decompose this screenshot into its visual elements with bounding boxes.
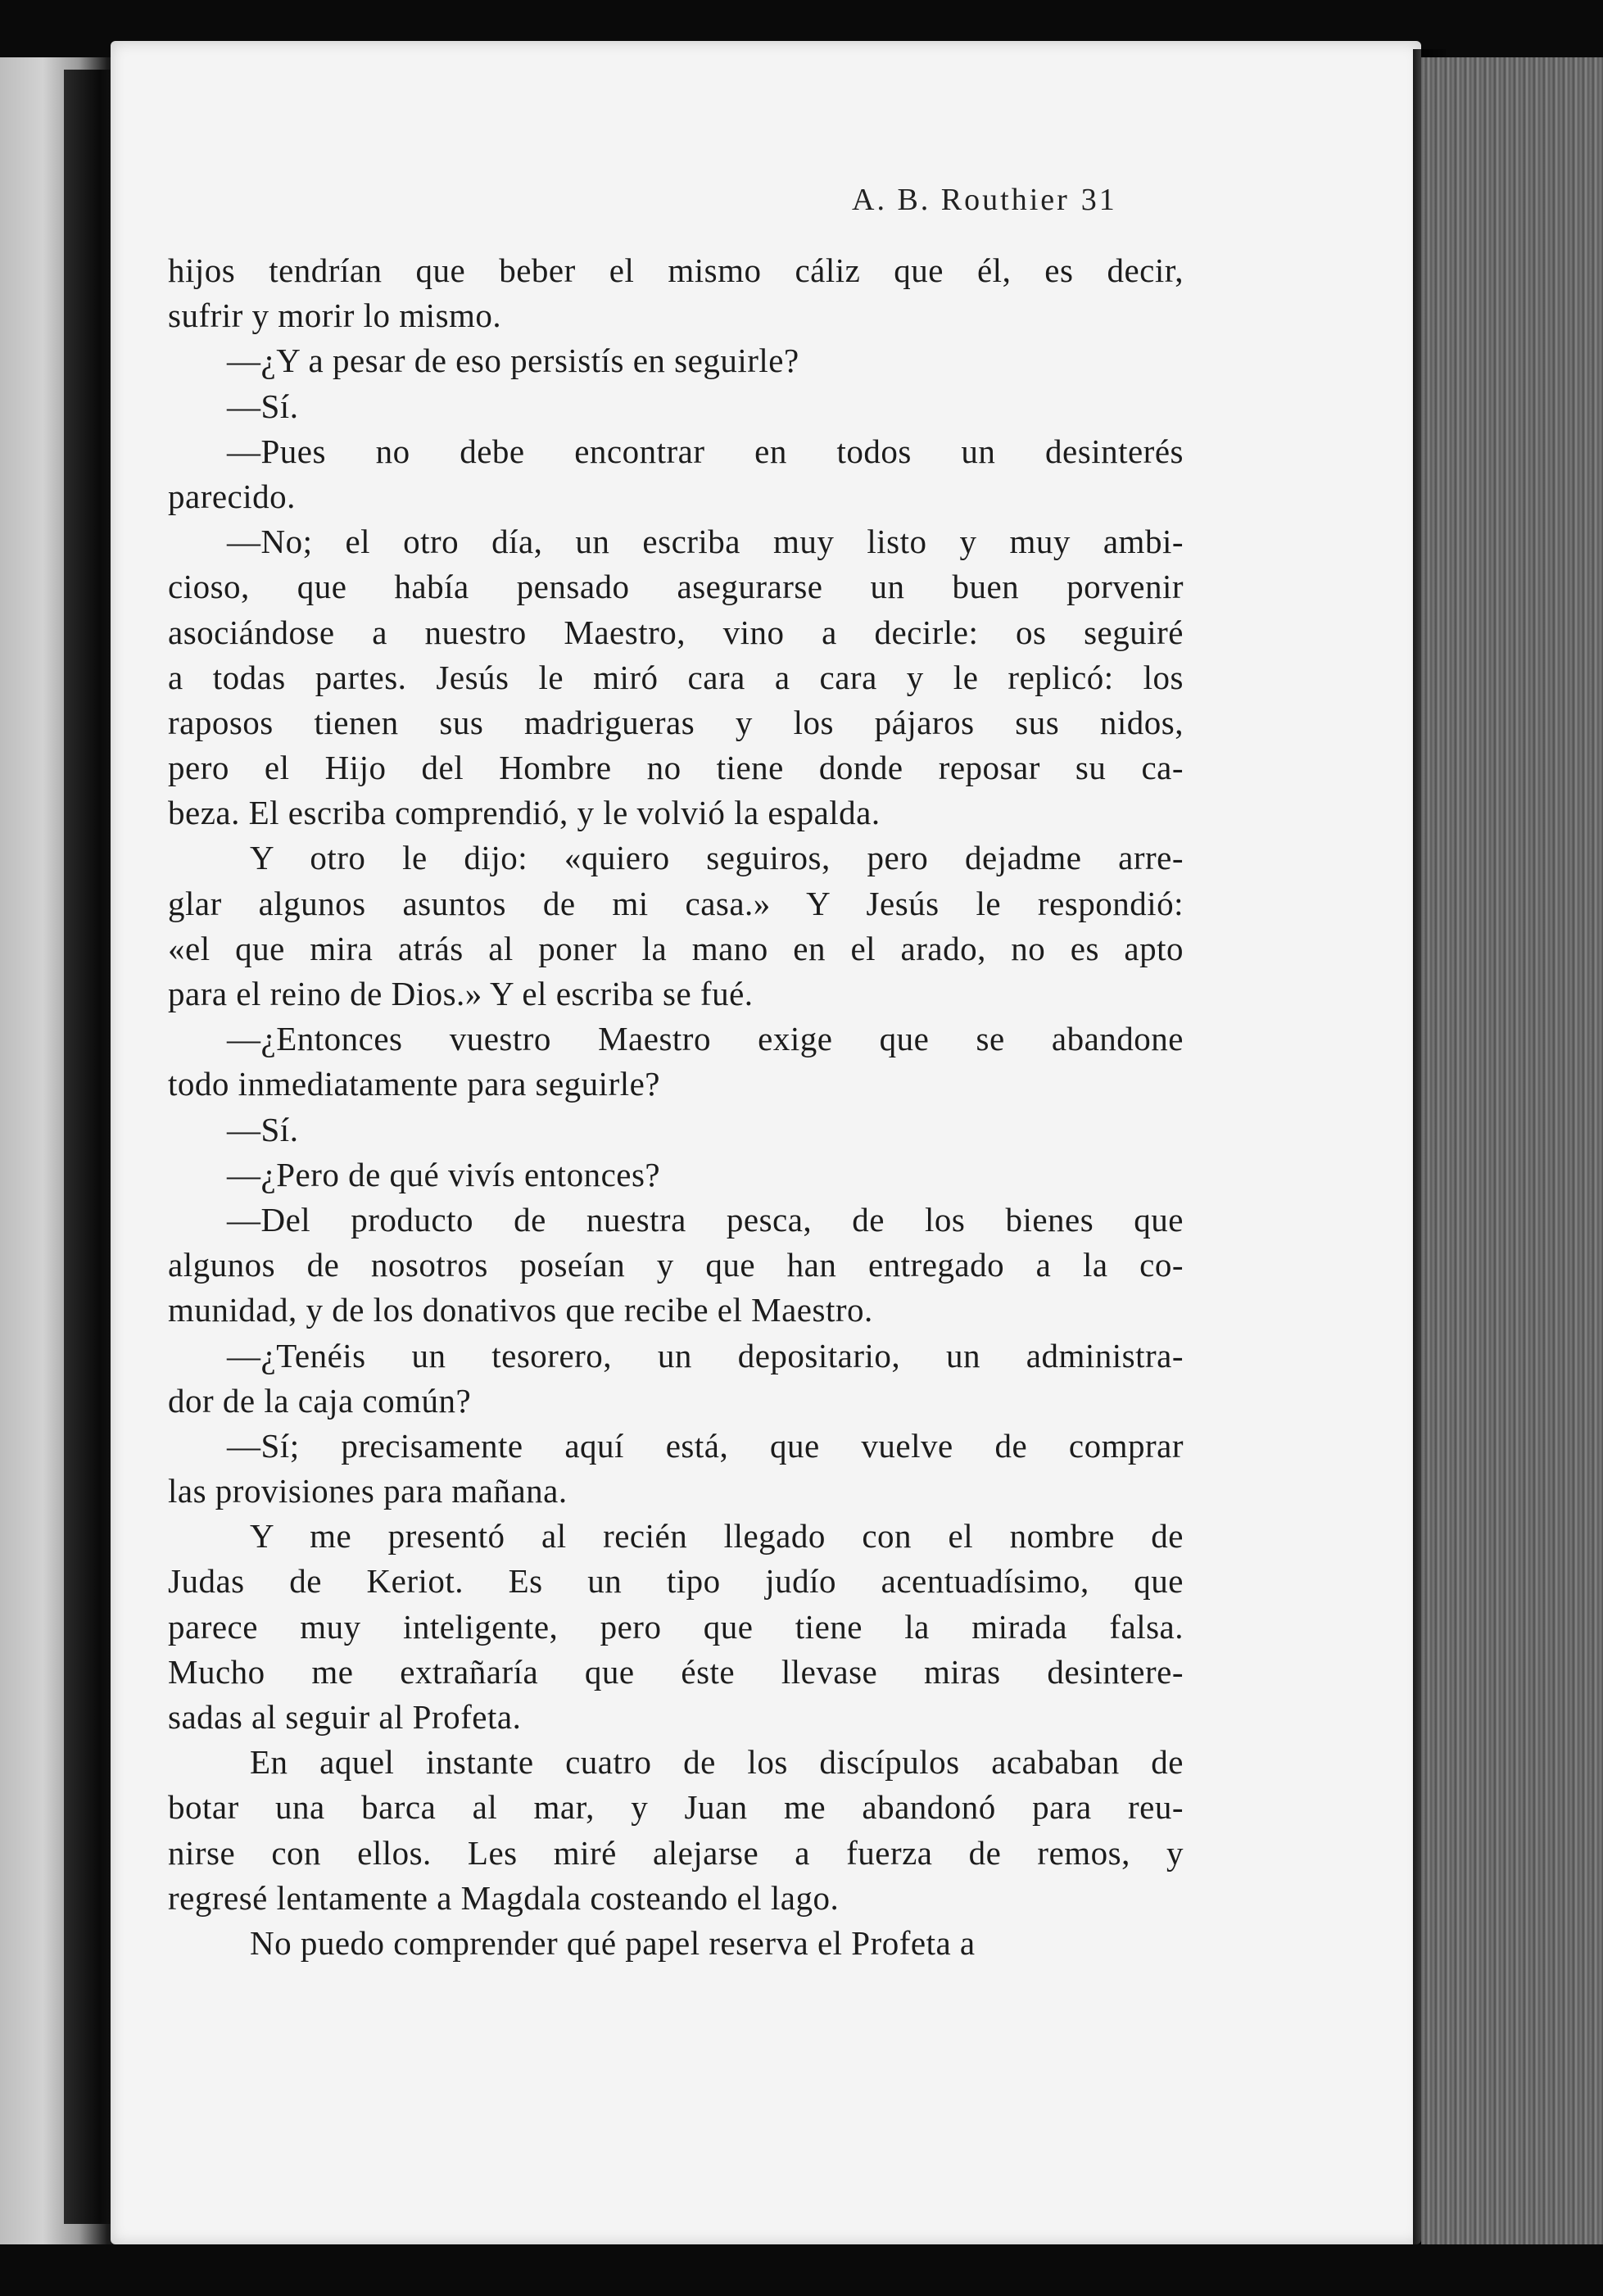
text-line: raposos tienen sus madrigueras y los pájaros sus nidos, — [168, 703, 1184, 741]
text-line: hijos tendrían que beber el mismo cáliz que él, es decir, — [168, 251, 1184, 289]
text-line: beza. El escriba comprendió, y le volvió la espalda. — [168, 794, 881, 832]
text-line: pero el Hijo del Hombre no tiene donde reposar su ca- — [168, 749, 1184, 787]
text-line: En aquel instante cuatro de los discípulos acababan de — [250, 1743, 1184, 1782]
text-line: botar una barca al mar, y Juan me abandonó para reu- — [168, 1788, 1184, 1827]
page-number: 31 — [1080, 183, 1117, 217]
text-line: «el que mira atrás al poner la mano en el arado, no es apto — [168, 929, 1184, 967]
text-line: parece muy inteligente, pero que tiene la mirada falsa. — [168, 1607, 1184, 1646]
text-line: las provisiones para mañana. — [168, 1472, 568, 1510]
text-line: munidad, y de los donativos que recibe el Maestro. — [168, 1291, 873, 1329]
text-line: —Sí. — [227, 1110, 299, 1148]
text-line: parecido. — [168, 477, 296, 515]
text-line: todo inmediatamente para seguirle? — [168, 1065, 661, 1103]
text-line: —Pues no debe encontrar en todos un desinterés — [227, 432, 1184, 470]
running-header — [852, 182, 1163, 218]
text-line: Mucho me extrañaría que éste llevase miras desintere- — [168, 1652, 1184, 1691]
scan-background — [0, 2244, 1603, 2296]
text-line: —Sí; precisamente aquí está, que vuelve de comprar — [227, 1426, 1184, 1465]
text-line: sufrir y morir lo mismo. — [168, 297, 502, 335]
body-text — [168, 248, 1184, 1966]
text-line: —¿Y a pesar de eso persistís en seguirle? — [227, 342, 799, 380]
text-line: —No; el otro día, un escriba muy listo y muy ambi- — [227, 523, 1184, 561]
text-line: —¿Entonces vuestro Maestro exige que se abandone — [227, 1020, 1184, 1058]
text-line: glar algunos asuntos de mi casa.» Y Jesús le respondió: — [168, 884, 1184, 922]
text-line: cioso, que había pensado asegurarse un buen porvenir — [168, 568, 1184, 606]
text-line: asociándose a nuestro Maestro, vino a decirle: os seguiré — [168, 613, 1184, 651]
text-line: regresé lentamente a Magdala costeando el lago. — [168, 1878, 840, 1917]
text-line: nirse con ellos. Les miré alejarse a fuerza de remos, y — [168, 1833, 1184, 1872]
text-line: —¿Tenéis un tesorero, un depositario, un administra- — [227, 1336, 1184, 1374]
text-line: —Sí. — [227, 387, 299, 425]
text-line: sadas al seguir al Profeta. — [168, 1698, 522, 1736]
text-line: —¿Pero de qué vivís entonces? — [227, 1155, 661, 1193]
text-line: algunos de nosotros poseían y que han entregado a la co- — [168, 1246, 1184, 1284]
text-line: Y me presentó al recién llegado con el nombre de — [250, 1517, 1184, 1556]
text-line: Y otro le dijo: «quiero seguiros, pero dejadme arre- — [250, 839, 1184, 877]
text-line: dor de la caja común? — [168, 1381, 472, 1420]
text-line: a todas partes. Jesús le miró cara a cara y le replicó: los — [168, 658, 1184, 696]
page-stack-edge — [1421, 57, 1603, 2261]
text-line: —Del producto de nuestra pesca, de los bienes que — [227, 1200, 1184, 1239]
text-line: No puedo comprender qué papel reserva el Profeta a — [250, 1923, 976, 1962]
text-line: para el reino de Dios.» Y el escriba se fué. — [168, 975, 754, 1012]
running-head-author: A. B. Routhier — [852, 183, 1070, 217]
text-line: Judas de Keriot. Es un tipo judío acentuadísimo, que — [168, 1562, 1184, 1601]
